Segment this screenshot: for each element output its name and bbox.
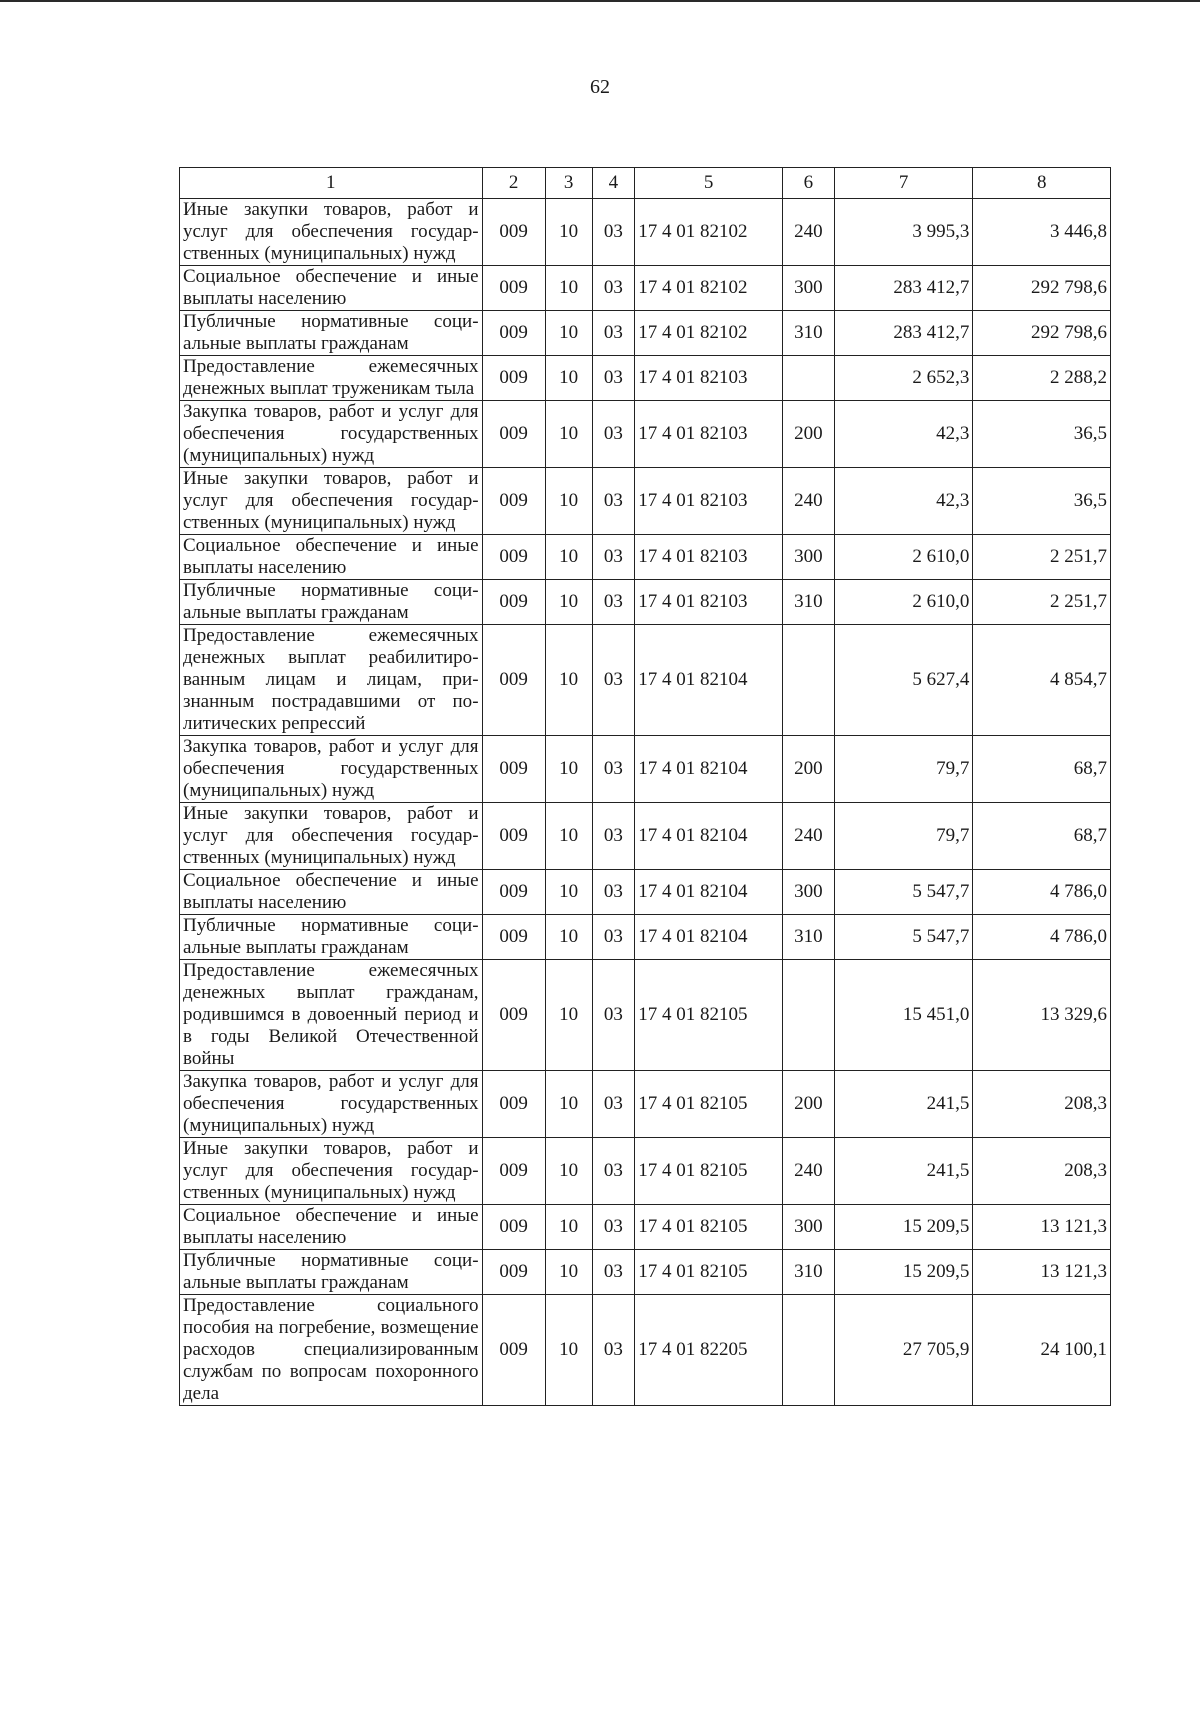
amount-year1-cell: 283 412,7 [834, 311, 973, 356]
expense-name-cell: Иные закупки товаров, работ и услуг для обеспечения государственных (муниципальных) нужд [180, 1138, 483, 1205]
table-row [180, 915, 1111, 960]
expense-name-cell: Публичные нормативные социальные выплаты гражданам [180, 915, 483, 960]
table-row [180, 468, 1111, 535]
expense-type-cell [782, 356, 834, 401]
section-code-cell: 10 [545, 915, 592, 960]
subsection-code-cell: 03 [592, 1295, 635, 1406]
subsection-code-cell: 03 [592, 625, 635, 736]
target-article-cell: 17 4 01 82104 [635, 625, 783, 736]
amount-year2-cell: 2 251,7 [973, 535, 1111, 580]
amount-year1-cell: 79,7 [834, 736, 973, 803]
amount-year1-cell: 2 652,3 [834, 356, 973, 401]
amount-year1-cell: 15 209,5 [834, 1250, 973, 1295]
amount-year1-cell: 2 610,0 [834, 580, 973, 625]
expense-name-cell: Предоставление ежемесячных денежных выплат труженикам тыла [180, 356, 483, 401]
expense-type-cell: 310 [782, 580, 834, 625]
amount-year2-cell: 24 100,1 [973, 1295, 1111, 1406]
column-header: 4 [592, 168, 635, 199]
table-row [180, 1071, 1111, 1138]
amount-year2-cell: 292 798,6 [973, 311, 1111, 356]
subsection-code-cell: 03 [592, 266, 635, 311]
expense-name-cell: Предоставление ежемесячных денежных выплат гражданам, родившимся в довоенный период и в годы Великой Отечественной войны [180, 960, 483, 1071]
ministry-code-cell: 009 [482, 1250, 545, 1295]
ministry-code-cell: 009 [482, 915, 545, 960]
section-code-cell: 10 [545, 1071, 592, 1138]
expense-type-cell: 300 [782, 1205, 834, 1250]
expense-type-cell: 310 [782, 311, 834, 356]
section-code-cell: 10 [545, 266, 592, 311]
target-article-cell: 17 4 01 82103 [635, 356, 783, 401]
amount-year2-cell: 13 329,6 [973, 960, 1111, 1071]
ministry-code-cell: 009 [482, 870, 545, 915]
target-article-cell: 17 4 01 82105 [635, 1205, 783, 1250]
ministry-code-cell: 009 [482, 266, 545, 311]
target-article-cell: 17 4 01 82103 [635, 468, 783, 535]
amount-year1-cell: 5 627,4 [834, 625, 973, 736]
table-row [180, 1138, 1111, 1205]
expense-name-cell: Публичные нормативные социальные выплаты гражданам [180, 311, 483, 356]
subsection-code-cell: 03 [592, 311, 635, 356]
amount-year2-cell: 4 786,0 [973, 915, 1111, 960]
amount-year2-cell: 292 798,6 [973, 266, 1111, 311]
expense-type-cell: 300 [782, 535, 834, 580]
amount-year2-cell: 36,5 [973, 401, 1111, 468]
target-article-cell: 17 4 01 82103 [635, 580, 783, 625]
expense-type-cell: 200 [782, 1071, 834, 1138]
expense-name-cell: Социальное обеспечение и иные выплаты населению [180, 266, 483, 311]
amount-year2-cell: 4 854,7 [973, 625, 1111, 736]
subsection-code-cell: 03 [592, 960, 635, 1071]
ministry-code-cell: 009 [482, 1071, 545, 1138]
section-code-cell: 10 [545, 1250, 592, 1295]
subsection-code-cell: 03 [592, 401, 635, 468]
amount-year1-cell: 241,5 [834, 1138, 973, 1205]
subsection-code-cell: 03 [592, 1138, 635, 1205]
expense-name-cell: Иные закупки товаров, работ и услуг для обеспечения государственных (муниципальных) нужд [180, 199, 483, 266]
expense-name-cell: Социальное обеспечение и иные выплаты населению [180, 870, 483, 915]
ministry-code-cell: 009 [482, 580, 545, 625]
ministry-code-cell: 009 [482, 401, 545, 468]
column-header: 8 [973, 168, 1111, 199]
section-code-cell: 10 [545, 625, 592, 736]
subsection-code-cell: 03 [592, 736, 635, 803]
section-code-cell: 10 [545, 356, 592, 401]
target-article-cell: 17 4 01 82102 [635, 311, 783, 356]
table-row [180, 625, 1111, 736]
column-header: 6 [782, 168, 834, 199]
amount-year1-cell: 3 995,3 [834, 199, 973, 266]
amount-year2-cell: 68,7 [973, 736, 1111, 803]
table-row [180, 1205, 1111, 1250]
table-row [180, 803, 1111, 870]
column-header: 1 [180, 168, 483, 199]
target-article-cell: 17 4 01 82205 [635, 1295, 783, 1406]
subsection-code-cell: 03 [592, 468, 635, 535]
page-number: 62 [590, 76, 610, 98]
table-row [180, 1250, 1111, 1295]
section-code-cell: 10 [545, 311, 592, 356]
amount-year2-cell: 3 446,8 [973, 199, 1111, 266]
expense-name-cell: Иные закупки товаров, работ и услуг для обеспечения государственных (муниципальных) нужд [180, 803, 483, 870]
expense-name-cell: Предоставление ежемесячных денежных выплат реабилитированным лицам и лицам, признанным пострадавшими от политических репрессий [180, 625, 483, 736]
table-row [180, 356, 1111, 401]
subsection-code-cell: 03 [592, 199, 635, 266]
section-code-cell: 10 [545, 1295, 592, 1406]
amount-year1-cell: 79,7 [834, 803, 973, 870]
section-code-cell: 10 [545, 468, 592, 535]
column-header: 3 [545, 168, 592, 199]
expense-name-cell: Социальное обеспечение и иные выплаты населению [180, 1205, 483, 1250]
amount-year1-cell: 42,3 [834, 401, 973, 468]
subsection-code-cell: 03 [592, 915, 635, 960]
expense-name-cell: Закупка товаров, работ и услуг для обеспечения государственных (муниципальных) нужд [180, 401, 483, 468]
expense-type-cell: 240 [782, 1138, 834, 1205]
target-article-cell: 17 4 01 82102 [635, 266, 783, 311]
subsection-code-cell: 03 [592, 870, 635, 915]
amount-year1-cell: 241,5 [834, 1071, 973, 1138]
section-code-cell: 10 [545, 1138, 592, 1205]
amount-year2-cell: 208,3 [973, 1071, 1111, 1138]
expense-name-cell: Публичные нормативные социальные выплаты гражданам [180, 580, 483, 625]
amount-year1-cell: 2 610,0 [834, 535, 973, 580]
target-article-cell: 17 4 01 82103 [635, 535, 783, 580]
section-code-cell: 10 [545, 803, 592, 870]
target-article-cell: 17 4 01 82105 [635, 1071, 783, 1138]
target-article-cell: 17 4 01 82102 [635, 199, 783, 266]
expense-type-cell: 310 [782, 915, 834, 960]
expense-type-cell: 300 [782, 266, 834, 311]
target-article-cell: 17 4 01 82103 [635, 401, 783, 468]
expense-name-cell: Социальное обеспечение и иные выплаты населению [180, 535, 483, 580]
ministry-code-cell: 009 [482, 1295, 545, 1406]
ministry-code-cell: 009 [482, 468, 545, 535]
amount-year2-cell: 36,5 [973, 468, 1111, 535]
section-code-cell: 10 [545, 199, 592, 266]
header-row [180, 168, 1111, 199]
target-article-cell: 17 4 01 82105 [635, 960, 783, 1071]
amount-year1-cell: 5 547,7 [834, 915, 973, 960]
expense-type-cell: 240 [782, 468, 834, 535]
subsection-code-cell: 03 [592, 1205, 635, 1250]
table-row [180, 580, 1111, 625]
section-code-cell: 10 [545, 535, 592, 580]
ministry-code-cell: 009 [482, 356, 545, 401]
amount-year1-cell: 27 705,9 [834, 1295, 973, 1406]
amount-year1-cell: 42,3 [834, 468, 973, 535]
table-row [180, 266, 1111, 311]
subsection-code-cell: 03 [592, 535, 635, 580]
column-header: 2 [482, 168, 545, 199]
expense-type-cell: 240 [782, 199, 834, 266]
subsection-code-cell: 03 [592, 1071, 635, 1138]
amount-year1-cell: 283 412,7 [834, 266, 973, 311]
target-article-cell: 17 4 01 82104 [635, 915, 783, 960]
table-row [180, 870, 1111, 915]
expense-type-cell: 310 [782, 1250, 834, 1295]
table-row [180, 311, 1111, 356]
expense-type-cell [782, 960, 834, 1071]
expense-type-cell: 240 [782, 803, 834, 870]
target-article-cell: 17 4 01 82105 [635, 1250, 783, 1295]
ministry-code-cell: 009 [482, 1205, 545, 1250]
ministry-code-cell: 009 [482, 803, 545, 870]
amount-year2-cell: 4 786,0 [973, 870, 1111, 915]
table-row [180, 736, 1111, 803]
amount-year1-cell: 5 547,7 [834, 870, 973, 915]
ministry-code-cell: 009 [482, 960, 545, 1071]
target-article-cell: 17 4 01 82104 [635, 803, 783, 870]
budget-table [179, 167, 1111, 1406]
amount-year2-cell: 208,3 [973, 1138, 1111, 1205]
amount-year1-cell: 15 209,5 [834, 1205, 973, 1250]
target-article-cell: 17 4 01 82104 [635, 736, 783, 803]
table-row [180, 199, 1111, 266]
ministry-code-cell: 009 [482, 625, 545, 736]
target-article-cell: 17 4 01 82104 [635, 870, 783, 915]
amount-year2-cell: 2 288,2 [973, 356, 1111, 401]
amount-year2-cell: 2 251,7 [973, 580, 1111, 625]
table-body [180, 199, 1111, 1406]
table-row [180, 1295, 1111, 1406]
table-row [180, 960, 1111, 1071]
table-row [180, 535, 1111, 580]
table-row [180, 401, 1111, 468]
ministry-code-cell: 009 [482, 199, 545, 266]
section-code-cell: 10 [545, 960, 592, 1071]
page-top-edge [0, 0, 1200, 2]
expense-type-cell [782, 625, 834, 736]
subsection-code-cell: 03 [592, 803, 635, 870]
column-header: 7 [834, 168, 973, 199]
section-code-cell: 10 [545, 1205, 592, 1250]
ministry-code-cell: 009 [482, 535, 545, 580]
amount-year1-cell: 15 451,0 [834, 960, 973, 1071]
ministry-code-cell: 009 [482, 736, 545, 803]
column-header: 5 [635, 168, 783, 199]
section-code-cell: 10 [545, 580, 592, 625]
expense-type-cell: 200 [782, 401, 834, 468]
expense-type-cell: 200 [782, 736, 834, 803]
expense-name-cell: Закупка товаров, работ и услуг для обеспечения государственных (муниципальных) нужд [180, 1071, 483, 1138]
expense-type-cell [782, 1295, 834, 1406]
expense-name-cell: Иные закупки товаров, работ и услуг для обеспечения государственных (муниципальных) нужд [180, 468, 483, 535]
amount-year2-cell: 13 121,3 [973, 1250, 1111, 1295]
ministry-code-cell: 009 [482, 311, 545, 356]
expense-name-cell: Закупка товаров, работ и услуг для обеспечения государственных (муниципальных) нужд [180, 736, 483, 803]
section-code-cell: 10 [545, 401, 592, 468]
target-article-cell: 17 4 01 82105 [635, 1138, 783, 1205]
amount-year2-cell: 13 121,3 [973, 1205, 1111, 1250]
subsection-code-cell: 03 [592, 1250, 635, 1295]
subsection-code-cell: 03 [592, 356, 635, 401]
section-code-cell: 10 [545, 870, 592, 915]
amount-year2-cell: 68,7 [973, 803, 1111, 870]
expense-name-cell: Публичные нормативные социальные выплаты гражданам [180, 1250, 483, 1295]
subsection-code-cell: 03 [592, 580, 635, 625]
expense-type-cell: 300 [782, 870, 834, 915]
ministry-code-cell: 009 [482, 1138, 545, 1205]
expense-name-cell: Предоставление социального пособия на погребение, возмещение расходов специализированным службам по вопросам похоронного дела [180, 1295, 483, 1406]
section-code-cell: 10 [545, 736, 592, 803]
